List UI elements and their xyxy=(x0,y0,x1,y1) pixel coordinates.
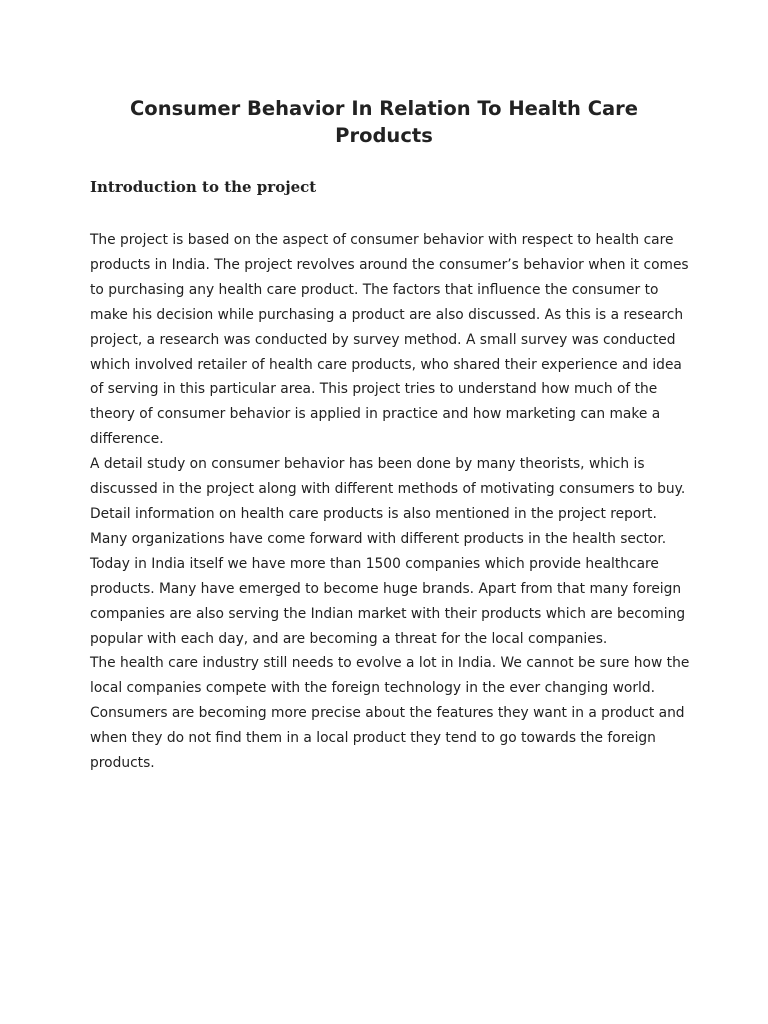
paragraph: The project is based on the aspect of consumer behavior with respect to health care products in India. The project revolves around the consumer’s behavior when it comes to purchasing any health care product. The factors that influence the consumer to make his decision while purchasing a product are also discussed. As this is a research project, a research was conducted by survey method. A small survey was conducted which involved retailer of health care products, who shared their experience and idea of serving in this particular area. This project tries to understand how much of the theory of consumer behavior is applied in practice and how marketing can make a difference. xyxy=(90,232,689,448)
paragraph: The health care industry still needs to evolve a lot in India. We cannot be sure how the local companies compete with the foreign technology in the ever changing world. Consumers are becoming more precise about the features they want in a product and when they do not find them in a local product they tend to go towards the foreign products. xyxy=(90,655,690,772)
paragraph: A detail study on consumer behavior has been done by many theorists, which is discussed in the project along with different methods of motivating consumers to buy. Detail information on health care products is also mentioned in the project report. Many organizations have come forward with different products in the health sector. Today in India itself we have more than 1500 companies which provide healthcare products. Many have emerged to become huge brands. Apart from that many foreign companies are also serving the Indian market with their products which are becoming popular with each day, and are becoming a threat for the local companies. xyxy=(90,456,686,647)
section-heading: Introduction to the project xyxy=(90,178,317,196)
body-text xyxy=(90,228,690,776)
document-title: Consumer Behavior In Relation To Health Care Products xyxy=(129,97,639,147)
